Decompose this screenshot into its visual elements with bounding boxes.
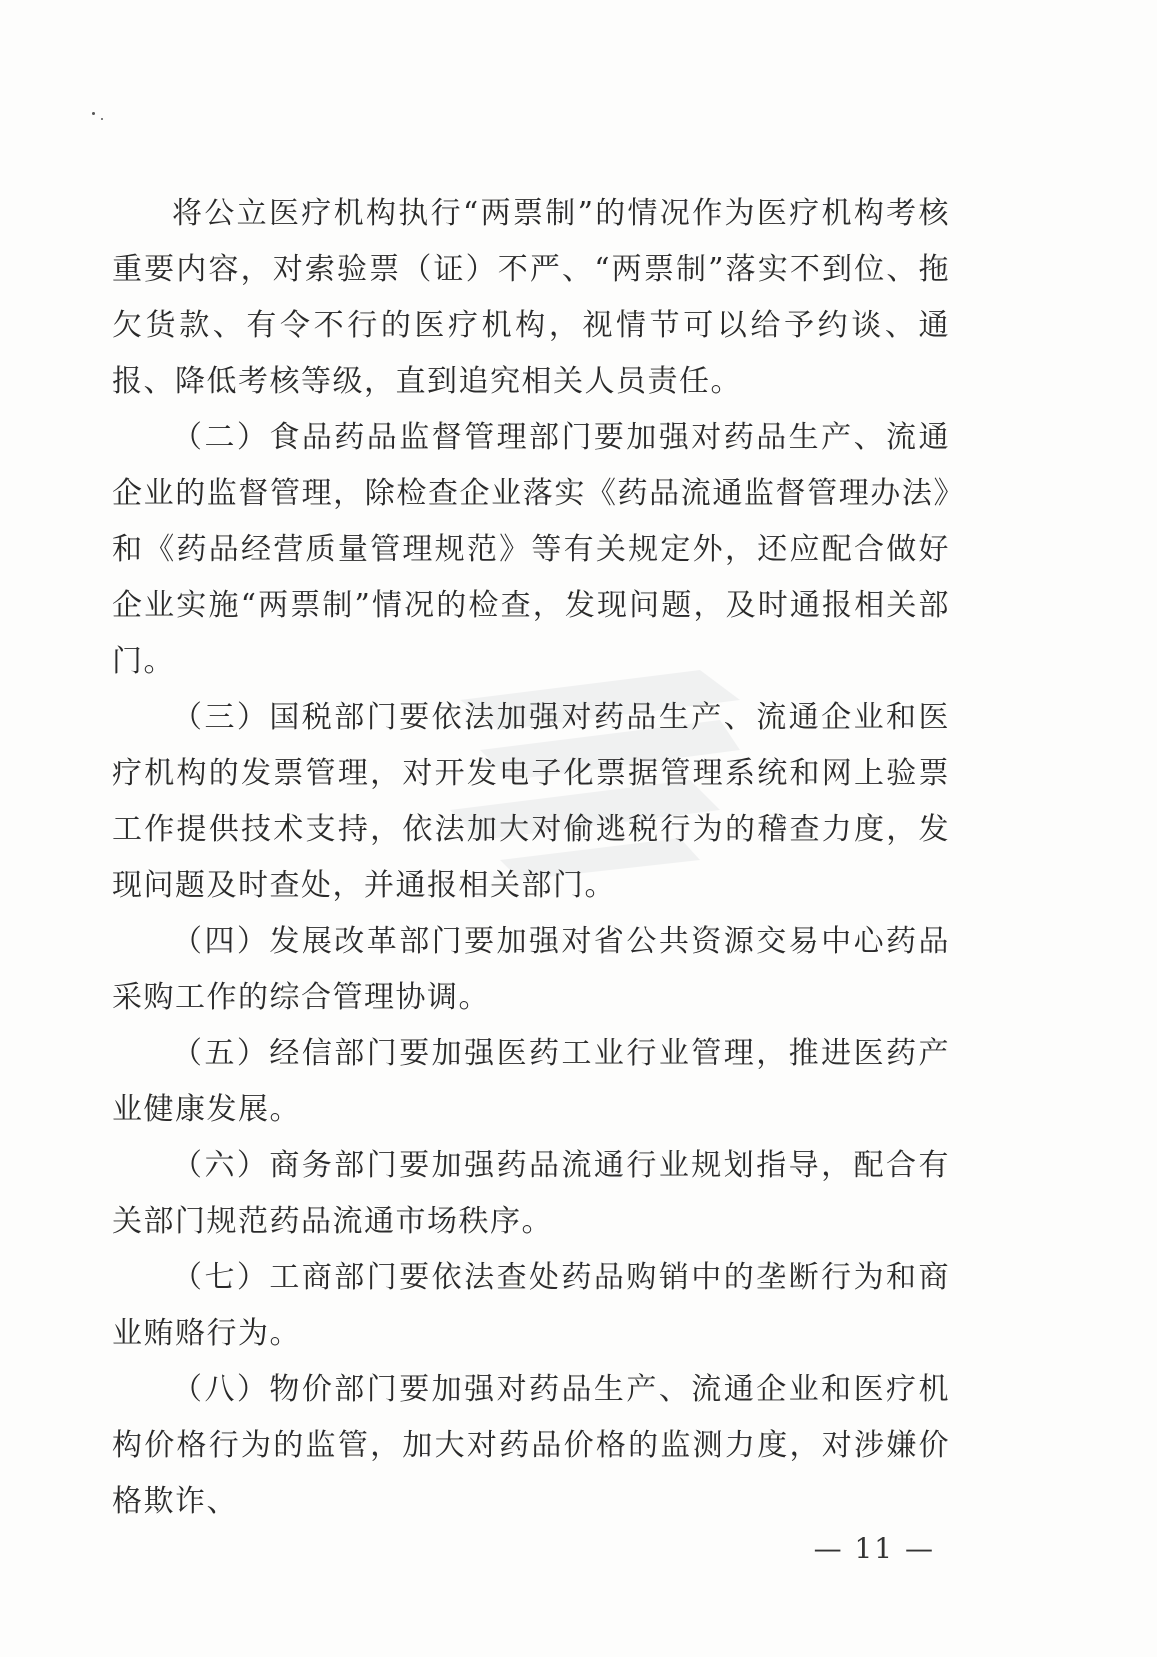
paragraph-7: （七）工商部门要依法查处药品购销中的垄断行为和商业贿赂行为。 <box>112 1260 950 1351</box>
paragraph-3: （三）国税部门要依法加强对药品生产、流通企业和医疗机构的发票管理，对开发电子化票据管理系统和网上验票工作提供技术支持，依法加大对偷逃税行为的稽查力度，发现问题及时查处，并通报相关部门。 <box>112 700 950 903</box>
scan-speck-marks <box>92 112 106 122</box>
paragraph-4: （四）发展改革部门要加强对省公共资源交易中心药品采购工作的综合管理协调。 <box>112 924 950 1015</box>
document-body <box>112 186 950 1530</box>
paragraph-6: （六）商务部门要加强药品流通行业规划指导，配合有关部门规范药品流通市场秩序。 <box>112 1148 950 1239</box>
paragraph-2: （二）食品药品监督管理部门要加强对药品生产、流通企业的监督管理，除检查企业落实《药品流通监督管理办法》和《药品经营质量管理规范》等有关规定外，还应配合做好企业实施“两票制”情况的检查，发现问题，及时通报相关部门。 <box>112 420 950 679</box>
paragraph-5: （五）经信部门要加强医药工业行业管理，推进医药产业健康发展。 <box>112 1036 950 1127</box>
paragraph-8: （八）物价部门要加强对药品生产、流通企业和医疗机构价格行为的监管，加大对药品价格的监测力度，对涉嫌价格欺诈、 <box>112 1372 950 1519</box>
page-number: — 11 — <box>813 1532 935 1565</box>
paragraph-1: 将公立医疗机构执行“两票制”的情况作为医疗机构考核重要内容，对索验票（证）不严、“两票制”落实不到位、拖欠货款、有令不行的医疗机构，视情节可以给予约谈、通报、降低考核等级，直到追究相关人员责任。 <box>112 196 950 399</box>
